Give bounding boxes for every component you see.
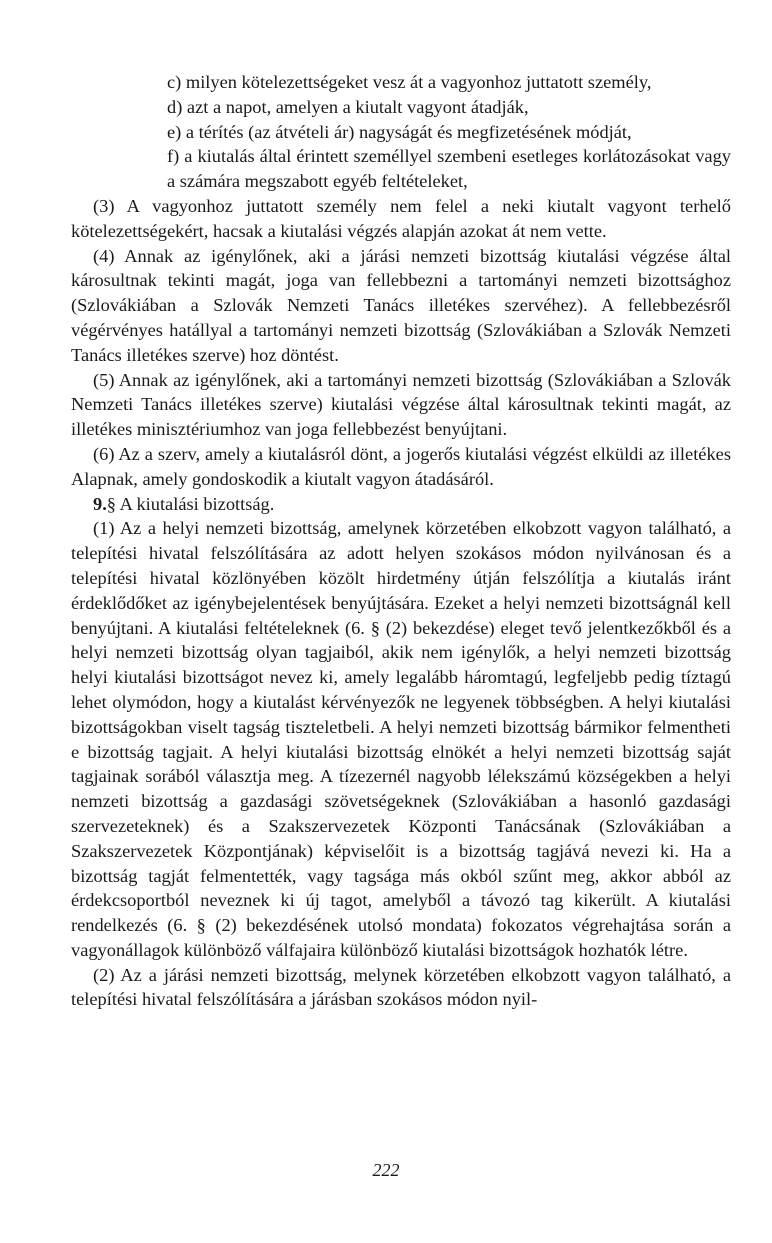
paragraph-5: (5) Annak az igénylőnek, aki a tartományi nemzeti bizottság (Szlovákiában a Szlovák Nemzeti Tanács illetékes szerve) kiutalási végzése által károsultnak tekinti magát, az illetékes minisztériumhoz van joga fellebbezést benyújtani. bbox=[71, 369, 731, 440]
paragraph-6: (6) Az a szerv, amely a kiutalásról dönt, a jogerős kiutalási végzést elküldi az illetékes Alapnak, amely gondoskodik a kiutalt vagyon átadásáról. bbox=[71, 443, 731, 489]
paragraph-item-f: f) a kiutalás által érintett személlyel szembeni esetleges korlátozásokat vagy a számára megszabott egyéb feltételeket, bbox=[167, 146, 731, 192]
page-number: 222 bbox=[372, 1160, 400, 1180]
section-9-paragraph-1: (1) Az a helyi nemzeti bizottság, amelynek körzetében elkobzott vagyon található, a telepítési hivatal felszólítására az adott helyen szokásos módon nyilvánosan és a telepítési hivatal közlönyében közölt hirdetmény útján felszólítja a kiutalás iránt érdeklődőket az igénybejelentések benyújtására. Ezeket a helyi nemzeti bizottságnál kell benyújtani. A kiutalási feltételeknek (6. § (2) bekezdése) eleget tevő jelentkezőkből és a helyi nemzeti bizottság olyan tagjaiból, akik nem igénylők, a helyi nemzeti bizottság helyi kiutalási bizottságot nevez ki, amely legalább háromtagú, legfeljebb pedig tíztagú lehet olymódon, hogy a kiutalást kérvényezők ne legyenek többségben. A helyi kiutalási bizottságokban viselt tagság tiszteletbeli. A helyi nemzeti bizottság bármikor felmentheti e bizottság tagjait. A helyi kiutalási bizottság elnökét a helyi nemzeti bizottság saját tagjainak sorából választja meg. A tízezernél nagyobb lélekszámú községekben a helyi nemzeti bizottság a gazdasági szövetségeknek (Szlovákiában a hasonló gazdasági szervezeteknek) és a Szakszervezetek Központi Tanácsának (Szlovákiában a Szakszervezetek Központjának) képviselőit is a bizottság tagjává nevezi ki. Ha a bizottság tagját felmentették, vagy tagsága más okból szűnt meg, akkor abból az érdekcsoportból neveznek ki új tagot, amelyből a távozó tag kikerült. A kiutalási rendelkezés (6. § (2) bekezdésének utolsó mondata) fokozatos végrehajtása során a vagyonállagok különböző válfajaira különböző kiutalási bizottságok hozhatók létre. bbox=[71, 518, 731, 960]
section-heading bbox=[71, 492, 731, 517]
paragraph-3: (3) A vagyonhoz juttatott személy nem felel a neki kiutalt vagyont terhelő kötelezettségekért, hacsak a kiutalási végzés alapján azokat át nem vette. bbox=[71, 195, 731, 241]
section-number: 9. bbox=[93, 493, 107, 514]
section-title: § A kiutalási bizottság. bbox=[106, 493, 275, 514]
document-body bbox=[71, 70, 731, 1012]
section-9-paragraph-2: (2) Az a járási nemzeti bizottság, melynek körzetében elkobzott vagyon található, a telepítési hivatal felszólítására a járásban szokásos módon nyil- bbox=[71, 964, 731, 1010]
paragraph-item-e: e) a térítés (az átvételi ár) nagyságát és megfizetésének módját, bbox=[167, 121, 632, 142]
paragraph-item-d: d) azt a napot, amelyen a kiutalt vagyont átadják, bbox=[167, 96, 529, 117]
paragraph-item-c: c) milyen kötelezettségeket vesz át a vagyonhoz juttatott személy, bbox=[167, 72, 652, 92]
paragraph-4: (4) Annak az igénylőnek, aki a járási nemzeti bizottság kiutalási végzése által károsultnak tekinti magát, joga van fellebbezni a tartományi nemzeti bizottsághoz (Szlovákiában a Szlovák Nemzeti Tanács illetékes szervéhez). A fellebbezésről végérvényes hatállyal a tartományi nemzeti bizottság (Szlovákiában a Szlovák Nemzeti Tanács illetékes szerve) hoz döntést. bbox=[71, 245, 731, 365]
